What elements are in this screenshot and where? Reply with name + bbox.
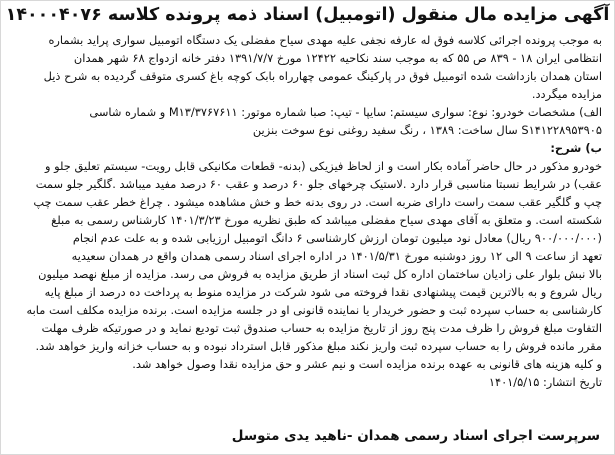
description-line-8: ریال شروع و به بالاترین قیمت پیشنهادی نقدا فروخته می شود شرکت در مزایده منوط به پرداخت ده درصد از مبلغ پایه — [44, 285, 602, 299]
description-line-12: و کلیه هزینه های قانونی به عهده برنده مزایده است و نیم عشر و حق مزایده نقدا وصول خواهد شد. — [132, 357, 602, 371]
description-line-1: خودرو مذکور در حال حاضر آماده بکار است و از لحاظ فیزیکی (بدنه- قطعات مکانیکی قابل رویت- سیستم تعلیق جلو و — [45, 159, 602, 173]
publish-date: تاریخ انتشار: ۱۴۰۱/۵/۱۵ — [488, 375, 602, 389]
spec-line-2: S۱۴۱۲۲۸۹۵۳۹۰۵ سال ساخت: ۱۳۸۹ ، رنگ سفید روغنی نوع سوخت بنزین — [252, 123, 602, 137]
description-line-11: مقرر مانده فروش را به حساب سپرده ثبت واریز نکند مبلغ مذکور قابل استرداد نبوده و به حساب خزانه واریز خواهد شد. — [35, 339, 602, 353]
description-line-9: کارشناسی به حساب سپرده ثبت و حضور خریدار یا نماینده قانونی او در جلسه مزایده است. برنده مزایده مکلف است مابه — [26, 303, 602, 317]
description-line-3: چپ و گلگیر عقب سمت راست دارای ضربه است. در روی بدنه خط و خش مشاهده میشود . چراغ خطر عقب سمت چپ — [33, 195, 602, 209]
description-line-10: التفاوت مبلغ فروش را ظرف مدت پنج روز از تاریخ مزایده به حساب صندوق ثبت تودیع نماید و در صورتیکه ظرف مهلت — [41, 321, 602, 335]
notice-title: آگهی مزایده مال منقول (اتومبیل) اسناد ذمه پرونده کلاسه ۱۴۰۰۰۴۰۷۶ — [5, 5, 610, 25]
description-line-2: عقب) در شرایط نسبتا مناسبی قرار دارد .لاستیک چرخهای جلو ۶۰ درصد و عقب ۶۰ درصد مفید میباشد .گلگیر جلو سمت — [35, 177, 602, 191]
spec-line-1: الف) مشخصات خودرو: نوع: سواری سیستم: سایپا - تیپ: صبا شماره موتور: M۱۳/۳۷۶۷۶۱۱ و شماره شاسی — [89, 105, 602, 119]
description-line-5: (۹۰۰/۰۰۰/۰۰۰ ریال) معادل نود میلیون تومان ارزش کارشناسی ۶ دانگ اتومبیل ارزیابی شده و به علت عدم انجام — [72, 231, 602, 245]
section-b-label: ب) شرح: — [550, 141, 602, 155]
intro-line-4: مزایده میگردد. — [531, 87, 602, 101]
intro-line-1: به موجب پرونده اجرائی کلاسه فوق له عارفه نجفی علیه مهدی سیاح مفضلی یک دستگاه اتومبیل سواری پراید بشماره — [48, 33, 602, 47]
intro-line-3: استان همدان بازداشت شده اتومبیل فوق در پارکینگ عمومی چهارراه بابک کوچه باغ کسری متوقف گردیده به شرح ذیل — [43, 69, 602, 83]
description-line-4: شکسته است. و متعلق به آقای مهدی سیاح مفضلی میباشد که طبق نظریه مورخ ۱۴۰۱/۳/۲۳ کارشناس رسمی به مبلغ — [51, 213, 602, 227]
signature: سرپرست اجرای اسناد رسمی همدان -ناهید یدی متوسل — [231, 428, 600, 444]
intro-line-2: انتظامی ایران ۱۸ - ۸۳۹ ص ۵۵ که به موجب سند نکاحیه ۱۲۴۲۲ مورخ ۱۳۹۱/۷/۷ دفتر خانه ازدواج ۶۸ شهر همدان — [73, 51, 602, 65]
notice-body — [13, 31, 602, 391]
description-line-7: بالا نبش بلوار علی زادیان ساختمان اداره کل ثبت اسناد از طریق مزایده به فروش می رسد. مزایده از مبلغ نهصد میلیون — [38, 267, 602, 281]
description-line-6: تعهد از ساعت ۹ الی ۱۲ روز دوشنبه مورخ ۱۴۰۱/۵/۳۱ در اداره اجرای اسناد رسمی همدان واقع در همدان سعیدیه — [71, 249, 602, 263]
